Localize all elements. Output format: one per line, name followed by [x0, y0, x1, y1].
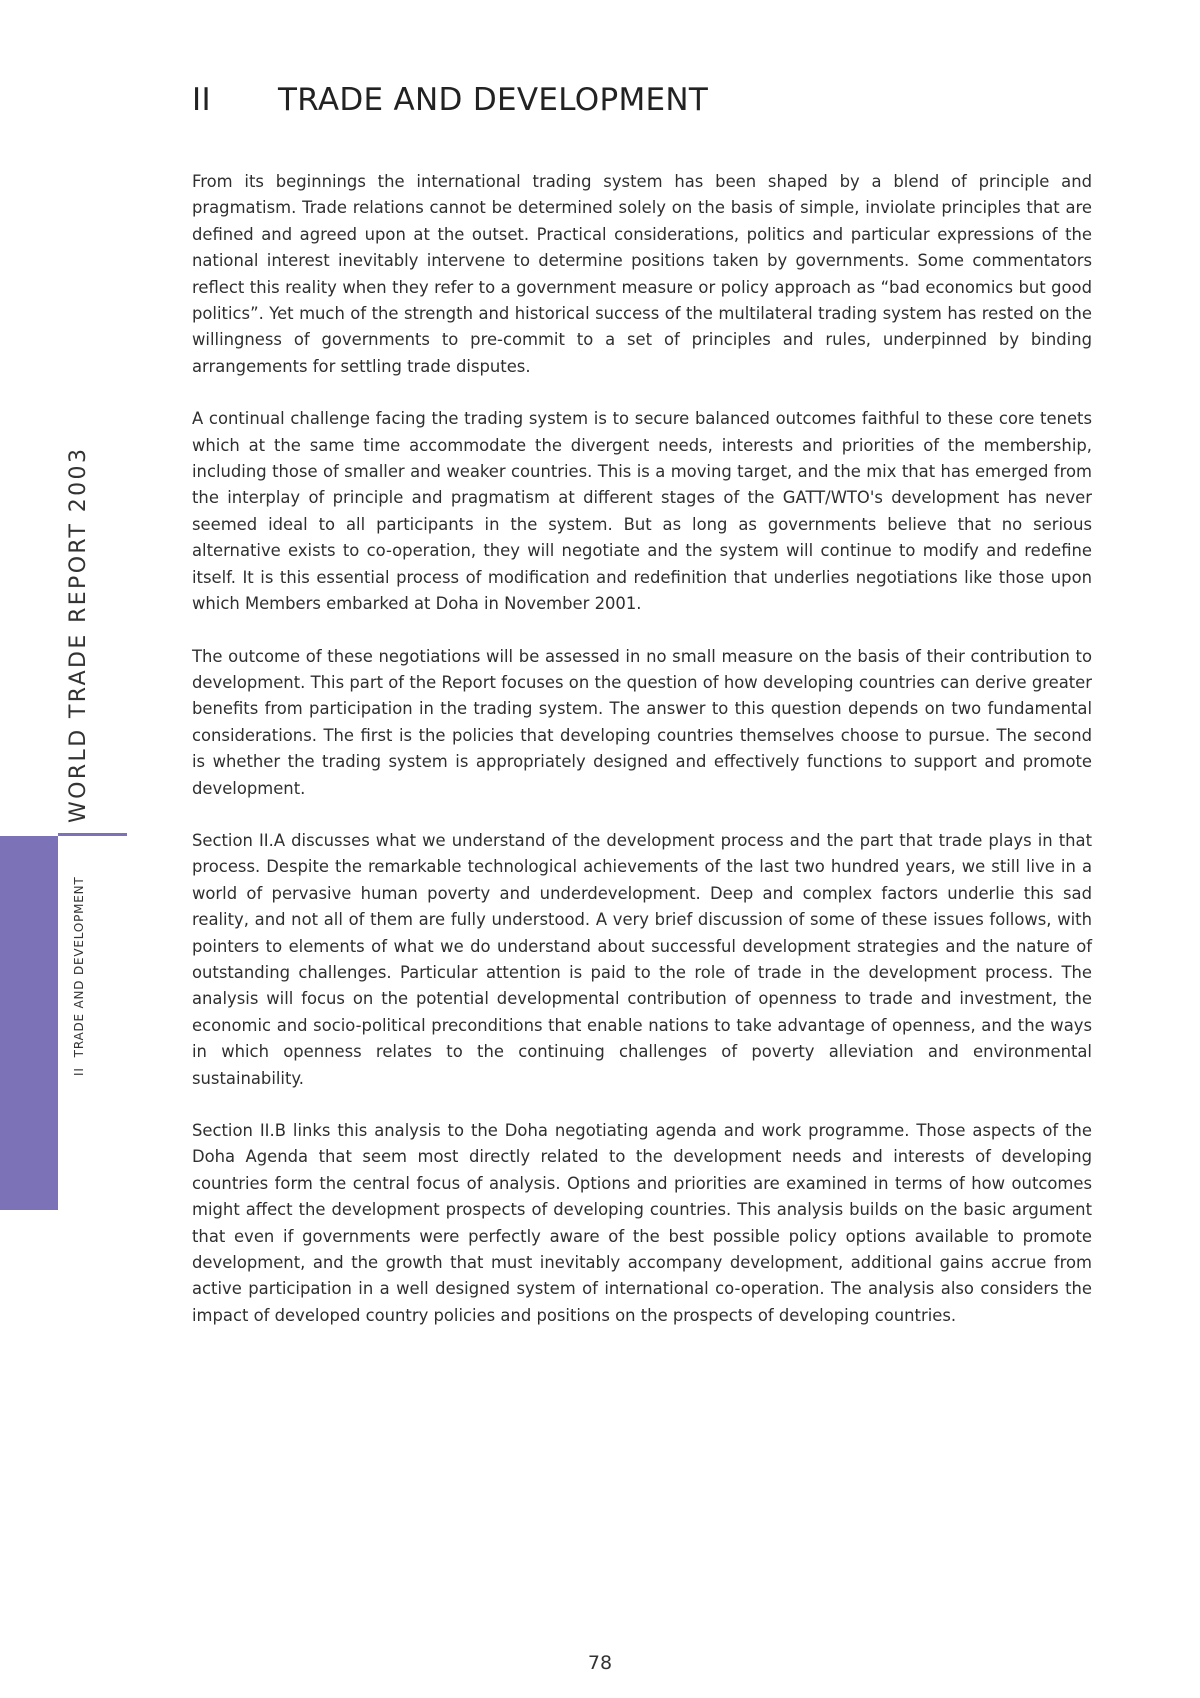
chapter-numeral: II: [192, 82, 211, 118]
chapter-title: TRADE AND DEVELOPMENT: [278, 82, 709, 118]
running-report-title: WORLD TRADE REPORT 2003: [66, 446, 91, 823]
section-divider-line: [58, 833, 127, 836]
running-section-numeral: II: [72, 1067, 86, 1076]
paragraph: The outcome of these negotiations will be assessed in no small measure on the basis of their contribution to development. This part of the Report focuses on the question of how developing countries can derive greater benefits from participation in the trading system. The answer to this question depends on two fundamental considerations. The first is the policies that developing countries themselves choose to pursue. The second is whether the trading system is appropriately designed and effectively functions to support and promote development.: [192, 646, 1092, 798]
paragraph: A continual challenge facing the trading system is to secure balanced outcomes faithful to these core tenets which at the same time accommodate the divergent needs, interests and priorities of the membership, including those of smaller and weaker countries. This is a moving target, and the mix that has emerged from the interplay of principle and pragmatism at different stages of the GATT/WTO's development has never seemed ideal to all participants in the system. But as long as governments believe that no serious alternative exists to co-operation, they will negotiate and the system will continue to modify and redefine itself. It is this essential process of modification and redefinition that underlies negotiations like those upon which Members embarked at Doha in November 2001.: [192, 409, 1092, 614]
paragraph: From its beginnings the international trading system has been shaped by a blend of principle and pragmatism. Trade relations cannot be determined solely on the basis of simple, inviolate principles that are defined and agreed upon at the outset. Practical considerations, politics and particular expressions of the national interest inevitably intervene to determine positions taken by governments. Some commentators reflect this reality when they refer to a government measure or policy approach as “bad economics but good politics”. Yet much of the strength and historical success of the multilateral trading system has rested on the willingness of governments to pre-commit to a set of principles and rules, underpinned by binding arrangements for settling trade disputes.: [192, 172, 1092, 376]
paragraph: Section II.B links this analysis to the Doha negotiating agenda and work programme. Those aspects of the Doha Agenda that seem most directly related to the development needs and interests of developing countries form the central focus of analysis. Options and priorities are examined in terms of how outcomes might affect the development prospects of developing countries. This analysis builds on the basic argument that even if governments were perfectly aware of the best possible policy options available to promote development, and the growth that must inevitably accompany development, additional gains accrue from active participation in a well designed system of international co-operation. The analysis also considers the impact of developed country policies and positions on the prospects of developing countries.: [192, 1121, 1092, 1325]
chapter-heading: [192, 82, 708, 118]
page-number: 78: [587, 1652, 613, 1674]
running-section-name: TRADE AND DEVELOPMENT: [72, 876, 86, 1058]
running-section-label: [72, 876, 86, 1076]
body-text: [192, 169, 1092, 1355]
paragraph: Section II.A discusses what we understand of the development process and the part that trade plays in that process. Despite the remarkable technological achievements of the last two hundred years, we still live in a world of pervasive human poverty and underdevelopment. Deep and complex factors underlie this sad reality, and not all of them are fully understood. A very brief discussion of some of these issues follows, with pointers to elements of what we do understand about successful development strategies and the nature of outstanding challenges. Particular attention is paid to the role of trade in the development process. The analysis will focus on the potential developmental contribution of openness to trade and investment, the economic and socio-political preconditions that enable nations to take advantage of openness, and the ways in which openness relates to the continuing challenges of poverty alleviation and environmental sustainability.: [192, 830, 1092, 1088]
section-color-band: [0, 836, 58, 1210]
